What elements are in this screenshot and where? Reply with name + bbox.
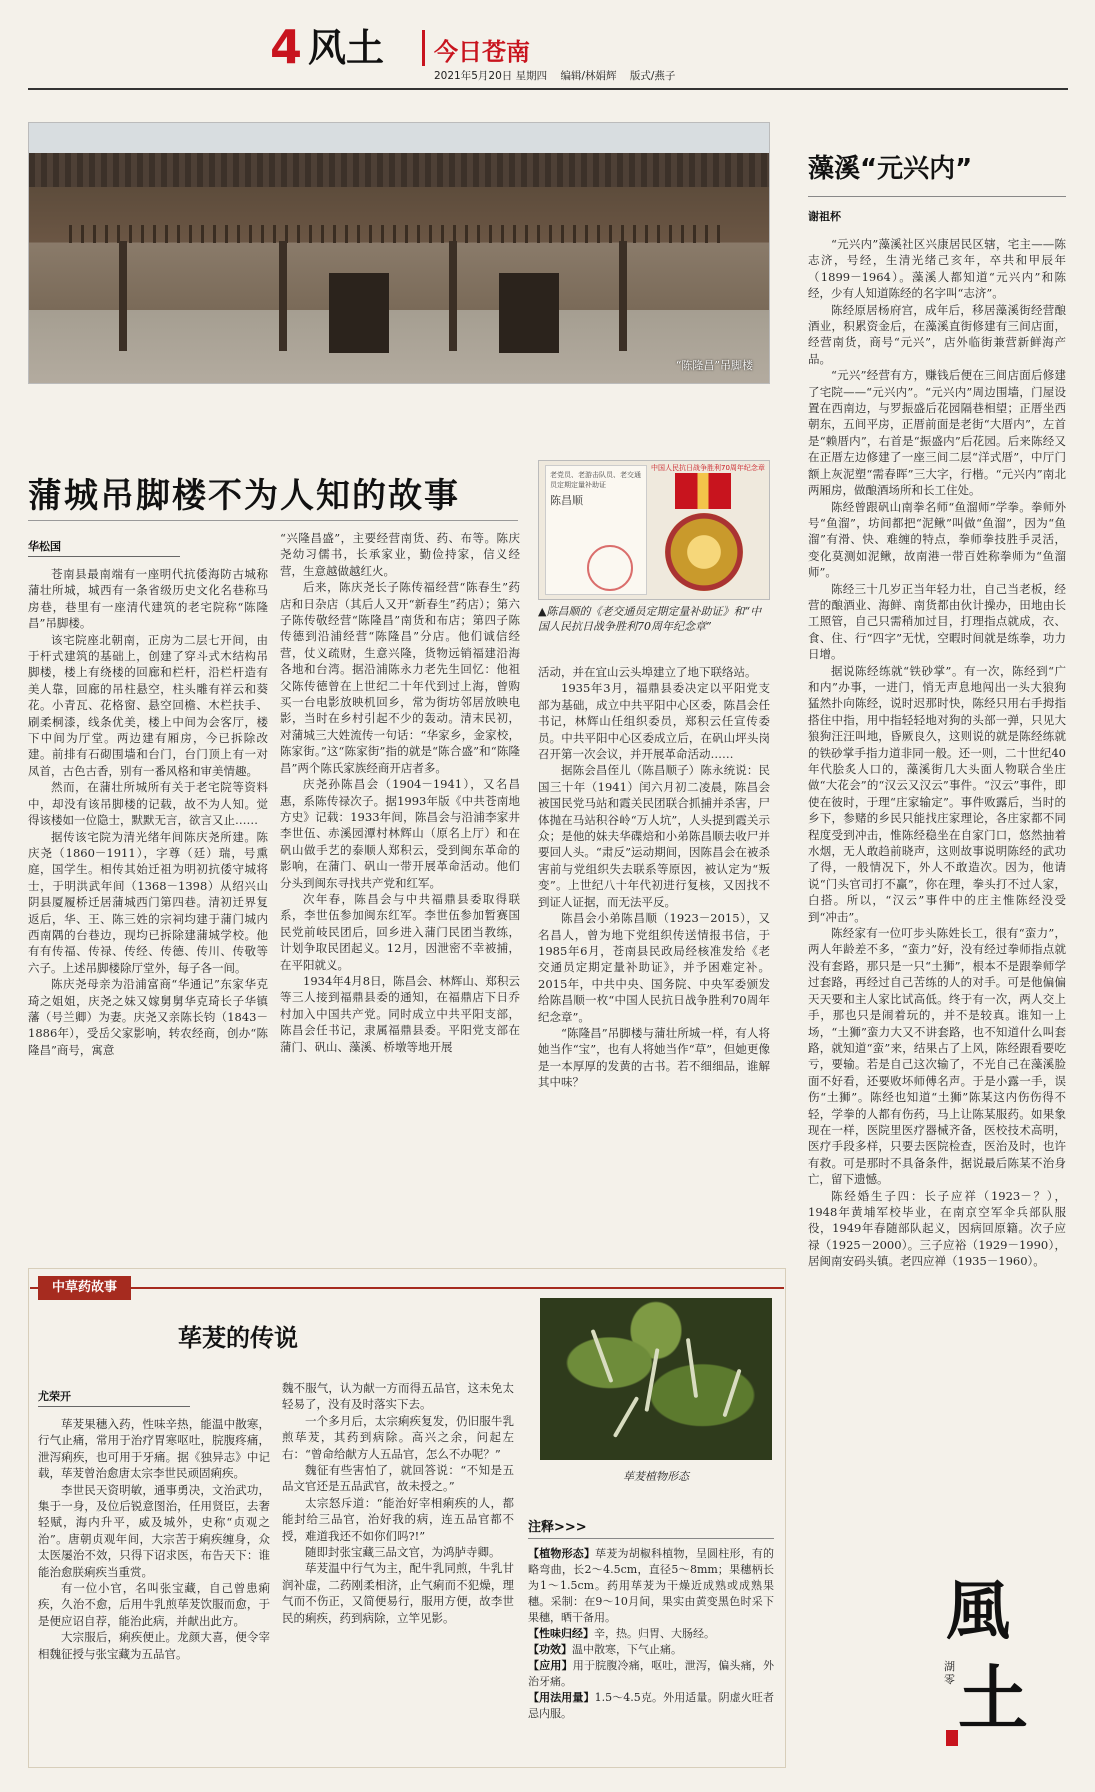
editor-credit: 编辑/林娟辉 (560, 70, 617, 82)
paragraph: 荜茇温中行气为主，配牛乳同煎，牛乳甘润补虚，二药刚柔相济，止气痢而不犯燥，理气而不伤正，又简便易行，服用方便，故李世民的痢疾，药到病除，立竿见影。 (282, 1561, 514, 1625)
calligraphy-char-tu: 土 (958, 1657, 1028, 1740)
paragraph: 后来，陈庆尧长子陈传福经营“陈春生”药店和日杂店（其后人又开“新春生”药店）；第六子陈传敬经营“陈隆昌”南货和布店；第四子陈传德到沿浦经营“陈隆昌”分店。他们诚信经营，仗义疏财，生意兴隆，货物远销福建沿海各地和台湾。据沿浦陈永力老先生回忆：他祖父陈传德曾在上世纪二十年代到过上海，曾购买一台电影放映机回乡，常为街坊邻居放映电影，当时在乡村引起不少的轰动。清末民初，对蒲城三大姓流传一句话：“华家乡，金家校，陈家街。”这“陈家街”指的就是“陈合盛”和“陈隆昌”两个陈氏家族经商开店者多。 (280, 580, 520, 775)
layout-credit: 版式/燕子 (629, 70, 676, 82)
photo-roof (29, 153, 769, 187)
note-key: 【植物形态】 (528, 1547, 596, 1560)
paragraph: 李世民天资明敏，通事勇决，文治武功，集于一身，及位后锐意图治，任用贤臣，去奢轻赋，海内升平，威及城外，史称“贞观之治”。唐朝贞观年间，大宗苦于痢疾缠身，众太医屡治不效，只得下诏求医，布告天下：谁能治愈朕痢疾当重赏。 (38, 1482, 270, 1579)
paragraph: 陈经三十几岁正当年轻力壮，自己当老板，经营的酿酒业、海鲜、南货都由伙计操办，田地由长工照管，自己只需稍加过目，打理指点就成，衣、食、住、行“四字”无忧，空暇时间就是练拳，功力日增。 (808, 581, 1066, 662)
photo-caption: “陈隆昌”吊脚楼 (675, 359, 753, 372)
issue-date: 2021年5月20日 星期四 (434, 70, 548, 82)
paragraph: 有一位小官，名叫张宝藏，自己曾患痢疾，久治不愈，后用牛乳煎荜茇饮服而愈，于是便应诏自荐，能治此病，并献出此方。 (38, 1581, 270, 1628)
paragraph: 陈经家有一位叮步头陈姓长工，很有“蛮力”，两人年龄差不多，“蛮力”好，没有经过拳师指点就没有套路，那只是一只“土狮”，根本不是跟拳师学过套路，再经过自己苦练的人的对手。可是他偏偏天天要和主人家比试高低。终于有一次，两人交上手，那也只是闹着玩的，并不是较真。谁知一上场，“土狮”蛮力大又不讲套路，也不知道什么叫套路，就知道“蛮”来，结果占了上风，陈经跟看要吃亏，要输。若是自己这次输了，不光自己在藻溪脸面不好看，还要败坏师傅名声。于是小露一手，误伤“土狮”。陈经也知道“土狮”陈某这内伤伤得不轻，学拳的人都有伤药，马上让陈某服药。如果象现在一样，医院里医疗器械齐备，医校技术高明，医疗手段多样，只要去医院检查，医治及时，也许有救。可是那时不具备条件，据说最后陈某不治身亡，留下遗憾。 (808, 926, 1066, 1187)
main-col-1 (28, 566, 268, 1260)
hero-photo (28, 122, 770, 384)
masthead-rule (28, 88, 1068, 90)
medal-caption: ▲陈昌顺的《老交通员定期定量补助证》和“中国人民抗日战争胜利70周年纪念章” (538, 605, 762, 633)
herb-spike (722, 1369, 741, 1418)
main-headline: 蒲城吊脚楼不为人知的故事 (28, 476, 460, 516)
photo-post (449, 241, 457, 351)
certificate-name: 陈昌顺 (550, 494, 583, 507)
paragraph: 陈庆尧母亲为沿浦富商“华通记”东家华克琦之姐姐，庆尧之妹又嫁舅舅华克琦长子华镇藩（号兰卿）为妻。庆尧又亲陈长钧（1843－1886年），受岳父家影响，转农经商，创办“陈隆昌”商号，寓意 (28, 977, 268, 1057)
paragraph: 然而，在蒲壮所城所有关于老宅院等资料中，却没有该吊脚楼的记载，故不为人知。觉得该楼如一位隐士，默默无言，欲言又止…… (28, 780, 268, 828)
note-item (528, 1546, 774, 1626)
paragraph: 1935年3月，福鼎县委决定以平阳党支部为基础，成立中共平阳中心区委，陈昌会任书记，林辉山任组织委员，郑积云任宣传委员。中共平阳中心区委成立后，在矾山坪头岗召开第一次会议，并开展革命活动…… (538, 681, 770, 762)
note-item (528, 1658, 774, 1690)
note-key: 【应用】 (528, 1659, 573, 1672)
note-item (528, 1642, 774, 1658)
paragraph: 荜茇果穗入药，性味辛热，能温中散寒，行气止痛，常用于治疗胃寒呕吐，脘腹疼痛，泄泻痢疾，也可用于牙痛。据《独异志》中记载，荜茇曾治愈唐太宗李世民顽固痢疾。 (38, 1417, 270, 1481)
masthead (270, 20, 830, 82)
main-byline: 华松国 (28, 540, 61, 553)
medal-ribbon (675, 473, 731, 509)
notes-heading: 注释>>> (528, 1520, 587, 1535)
medal-photo (538, 460, 770, 600)
paragraph: 活动，并在宜山云头埠建立了地下联络站。 (538, 665, 757, 679)
herb-spike (613, 1396, 639, 1438)
byline-rule (28, 556, 180, 557)
paragraph: “元兴内”藻溪社区兴康居民区辖，宅主——陈志济，号经，生清光绪己亥年，卒共和甲辰年（1899－1964）。藻溪人都知道“元兴内”和陈经，少有人知道陈经的名字叫“志济”。 (808, 237, 1066, 301)
note-value: 1.5～4.5克。外用适量。阴虚火旺者忌内服。 (528, 1691, 774, 1720)
herb-caption: 荜茇植物形态 (623, 1470, 689, 1483)
paragraph: 庆尧孙陈昌会（1904－1941），又名昌惠，系陈传禄次子。据1993年版《中共苍南地方史》记载：1933年间，陈昌会与沿浦李家井李世伍、赤溪园潭村林辉山（原名上厅）和在矾山做手艺的泰顺人郑积云，受到闽东革命的影响，在蒲门、矾山一带开展革命活动。他们分头到闽东寻找共产党和红军。 (280, 777, 520, 890)
herb-photo (540, 1298, 772, 1460)
medal-label: 中国人民抗日战争胜利70周年纪念章 (651, 464, 765, 472)
paragraph: 据陈会昌侄儿（陈昌顺子）陈永统说：民国三十年（1941）闰六月初二凌晨，陈昌会被国民党马站和霞关民团联合抓捕并杀害，尸体抛在马站积谷岭“万人坑”，人头提到霞关示众；是他的妹夫华碟焙和小弟陈昌顺去收尸并要回人头。“肃反”运动期间，因陈昌会在被杀害前与党组织失去联系等原因，被认定为“叛变”。上世纪八十年代初进行复核，又因找不到证人证据，而无法平反。 (538, 763, 770, 909)
note-value: 辛，热。归胃、大肠经。 (594, 1627, 715, 1640)
calligraphy-artwork (940, 1574, 1060, 1770)
issue-meta (434, 68, 685, 83)
certificate-text: 老党员、老游击队员、老交通员定期定量补助证 (550, 471, 641, 489)
paragraph: 据说陈经练就“铁砂掌”。有一次，陈经到“广和内”办事，一进门，悄无声息地闯出一头大狼狗猛然扑向陈经，说时迟那时快，陈经只用右手拇指搭住中指，用中指轻轻地对狗的头部一弹，只见大狼狗汪汪叫地，昏厥良久，这则说的就是陈经练就的铁砂掌手指力道非同一般。还一则，二十世纪40年代脍炙人口的，藻溪街几大头面人物联合坐庄做“大花会”的“汉云又汉云”事件。“汉云”事件，即使在彼时，于理“庄家输定”。事件败露后，当时的乡下，参赌的乡民只能找庄家理论，各庄家都不同程度受到冲击，惟陈经稳坐在自家门口，悠然抽着水烟，无人敢趋前晓声，这则故事说明陈经的武功了得，一般情况下，外人不敢造次。因为，他请说“门头官司打不赢”，你在理，拳头打不过人家，白搭。所以，“汉云”事件中的庄主惟陈经没受到“冲击”。 (808, 663, 1066, 924)
paragraph: 大宗服后，痢疾便止。龙颜大喜，便令宰相魏征授与张宝藏为五品官。 (38, 1630, 270, 1661)
note-value: 用于脘腹冷痛，呕吐，泄泻，偏头痛，外治牙痛。 (528, 1659, 775, 1688)
herb-spike (644, 1348, 659, 1412)
note-key: 【功效】 (528, 1643, 572, 1656)
section-tag: 中草药故事 (38, 1276, 131, 1300)
herb-spike (591, 1329, 614, 1383)
herbal-col-2 (282, 1380, 514, 1762)
note-value: 荜茇为胡椒科植物，呈圆柱形，有的略弯曲，长2～4.5cm，直径5～8mm；果穗柄长为1～1.5cm。药用荜茇为干燥近成熟或成熟果穗。采制：在9～10月间，果实由黄变黑色时采下果穗，晒干备用。 (528, 1547, 775, 1624)
section-title: 风土 (308, 26, 385, 70)
paragraph: 陈经婚生子四：长子应祥（1923－？），1948年黄埔军校毕业，在南京空军伞兵部队服役，1949年春随部队起义，因病回原籍。次子应禄（1925－2000）。三子应裕（1929－1990），居闽南安码头镇。老四应禅（1935－1960）。 (808, 1188, 1066, 1269)
red-seal-icon (587, 545, 633, 591)
right-headline-rule (808, 196, 1066, 197)
headline-rule (28, 520, 518, 521)
page-number: 4 (270, 20, 303, 74)
notes-rule (528, 1538, 774, 1539)
paragraph: 据传该宅院为清光绪年间陈庆尧所建。陈庆尧（1860－1911），字尊（廷）瑞，号熏庭，国学生。相传其始迁祖为明初抗倭守城将士，于明洪武年间（1368－1398）从绍兴山阴县厦履桥迁居蒲城西门第四巷。清初迁界复返后，华、王、陈三姓的宗祠均建于蒲门城内西南隅的台巷边，现均已拆除建蒲城学校。他有有传福、传禄、传经、传德、传川、传敬等六子。上述吊脚楼除厅堂外，每子各一间。 (28, 829, 268, 975)
paragraph: 1934年4月8日，陈昌会、林辉山、郑积云等三人接到福鼎县委的通知，在福鼎店下日乔村加入中国共产党。同时成立中共平阳支部，陈昌会任书记，隶属福鼎县委。平阳党支部在蒲门、矾山、藻溪、桥墩等地开展 (280, 973, 520, 1054)
photo-doorway (499, 273, 559, 353)
calligraphy-char-feng: 風 (946, 1574, 1010, 1649)
right-col (808, 236, 1066, 1572)
note-key: 【用法用量】 (528, 1691, 595, 1704)
photo-balcony-rail (69, 225, 729, 243)
paragraph: “元兴”经营有方，赚钱后便在三间店面后修建了宅院——“元兴内”。“元兴内”周边围墙，门屋设置在西南边，与罗振盛后花园隔巷相望；正厝坐西朝东，五间平房，正厝前面是老街“大厝内”，左首是“赖厝内”，右首是“振盛内”后花园。后来陈经又在正厝左边修建了一座三间二层“洋式厝”，中厅门额上灰泥塑“需春晖”三大字，行楷。“元兴内”南北两厢房，做酿酒场所和长工住处。 (808, 368, 1066, 498)
paragraph: 陈经原居杨府宫，成年后，移居藻溪街经营酿酒业，积累资金后，在藻溪直街修建有三间店面，经营南货，商号“元兴”，店外临街兼营新鲜海产品。 (808, 302, 1066, 366)
masthead-divider (422, 30, 425, 66)
byline-rule (38, 1406, 190, 1407)
note-item (528, 1626, 774, 1642)
herbal-headline: 荜茇的传说 (178, 1324, 298, 1352)
photo-doorway (329, 273, 389, 353)
note-key: 【性味归经】 (528, 1627, 594, 1640)
photo-post (279, 241, 287, 351)
paragraph: “陈隆昌”吊脚楼与蒲壮所城一样，有人将她当作“宝”，也有人将她当作“草”，但她更像是一本厚厚的发黄的古书。若不细细品，谁解其中味？ (538, 1025, 770, 1090)
paragraph: 该宅院座北朝南，正房为二层七开间，由于杆式建筑的基础上，创建了穿斗式木结构吊脚楼，楼上有绕楼的回廊和栏杆，沿栏杆造有美人靠，回廊的吊柱悬空，柱头雕有祥云和葵花。小青瓦、花格窗、悬空回檐、木栏扶手、刷柔桐漆，线条优美，楼上中间为会客厅，楼下中间为厅堂。两边建有厢房，今已拆除改建。前排有石砌围墙和台门，台门顶上有一对凤首，古色古香，别有一番风格和审美情趣。 (28, 632, 268, 778)
section-tag-line (30, 1287, 784, 1289)
seal-icon (946, 1730, 958, 1746)
right-headline: 藻溪“元兴内” (808, 154, 973, 184)
paragraph: 太宗怒斥道：“能治好宰相痢疾的人，都能封给三品官，治好我的病，连五品官都不授，难道我还不如你们吗?!” (282, 1495, 514, 1543)
calligraphy-signature: 湖零 (944, 1660, 955, 1686)
medal-icon (665, 513, 743, 591)
note-item (528, 1690, 774, 1722)
paragraph: 一个多月后，太宗痢疾复发，仍旧服牛乳煎荜茇，其药到病除。高兴之余，问起左右：“曾命给献方人五品官，怎么不办呢？” (282, 1413, 514, 1461)
notes-list (528, 1546, 774, 1722)
paragraph: 随即封张宝藏三品文官，为鸿胪寺卿。 (305, 1545, 501, 1560)
paragraph: 魏征有些害怕了，就回答说：“不知是五品文官还是五品武官，故未授之。” (282, 1463, 514, 1494)
paragraph: 陈昌会小弟陈昌顺（1923－2015），又名昌人，曾为地下党组织传送情报书信，于1985年6月，苍南县民政局经核准发给《老交通员定期定量补助证》，并予困难定补。2015年，中共中央、国务院、中央军委颁发给陈昌顺一枚“中国人民抗日战争胜利70周年纪念章”。 (538, 911, 770, 1024)
subsection-title: 今日苍南 (434, 38, 530, 66)
paragraph: 次年春，陈昌会与中共福鼎县委取得联系，李世伍参加闽东红军。李世伍参加暂赛国民党前岐民团后，回乡进入蒲门民团当教练，计划争取民团起义。12月，因泄密不幸被捕，在平阳就义。 (280, 891, 520, 972)
paragraph: 苍南县最南端有一座明代抗倭海防古城称蒲壮所城，城西有一条省级历史文化名巷称马房巷，巷里有一座清代建筑的老宅院称“陈隆昌”吊脚楼。 (28, 567, 268, 631)
main-col-3 (538, 664, 770, 1260)
herbal-byline: 尤荣开 (38, 1390, 71, 1403)
paragraph: 魏不服气，认为献一方而得五品官，这未免太轻易了，没有及时落实下去。 (282, 1381, 514, 1412)
photo-post (119, 241, 127, 351)
paragraph: “兴隆昌盛”，主要经营南货、药、布等。陈庆尧幼习儒书，长承家业，勤俭持家，信义经营，生意越做越红火。 (280, 531, 520, 578)
note-value: 温中散寒，下气止痛。 (572, 1643, 682, 1656)
main-col-2 (280, 530, 520, 1260)
herbal-col-1 (38, 1416, 270, 1762)
photo-post (619, 241, 627, 351)
right-byline: 谢祖杯 (808, 210, 841, 223)
herb-spike (686, 1338, 698, 1398)
paragraph: 陈经曾跟矾山南拳名师“鱼溜师”学拳。拳师外号“鱼溜”，坊间都把“泥鳅”叫做“鱼溜”，因为“鱼溜”有滑、快、难缠的特点，拳师拳技胜手灵活，变化莫测如泥鳅，故南港一带百姓称拳师为“鱼溜师”。 (808, 499, 1066, 580)
